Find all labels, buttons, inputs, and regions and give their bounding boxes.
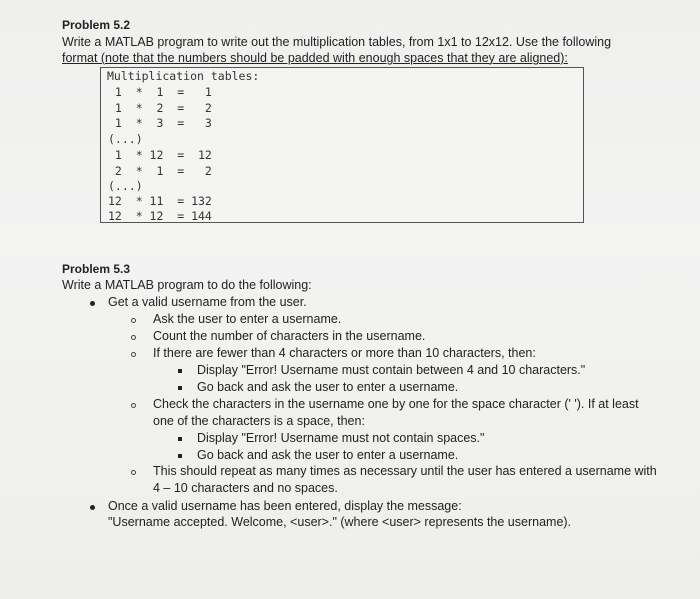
code-line: 1 * 12 = 12	[108, 148, 212, 162]
bullet-dot-icon	[90, 301, 95, 306]
sub-sub-bullet-length-error: Display "Error! Username must contain between 4 and 10 characters."	[197, 363, 586, 377]
code-line: 1 * 3 = 3	[108, 116, 212, 130]
problem-5-3-title: Problem 5.3	[62, 262, 131, 276]
sub-bullet-ask: Ask the user to enter a username.	[153, 312, 342, 326]
problem-5-2-title: Problem 5.2	[62, 18, 131, 32]
bullet-circle-icon	[131, 470, 136, 475]
bullet-circle-icon	[131, 352, 136, 357]
problem-5-3-intro: Write a MATLAB program to do the following:	[62, 278, 312, 292]
code-line-header: Multiplication tables:	[107, 69, 260, 83]
bullet-circle-icon	[131, 403, 136, 408]
bullet-square-icon	[178, 454, 182, 458]
bullet-valid-message-1: Once a valid username has been entered, display the message:	[108, 499, 462, 513]
code-line: (...)	[108, 132, 143, 146]
sub-sub-bullet-go-back-2: Go back and ask the user to enter a username.	[197, 448, 459, 462]
sub-sub-bullet-go-back: Go back and ask the user to enter a username.	[197, 380, 459, 394]
code-line: 12 * 11 = 132	[108, 194, 212, 208]
code-line: 1 * 1 = 1	[108, 85, 212, 99]
bullet-circle-icon	[131, 318, 136, 323]
problem-5-2-line2: format (note that the numbers should be padded with enough spaces that they are aligned):	[62, 51, 568, 65]
code-line: 1 * 2 = 2	[108, 101, 212, 115]
sub-bullet-space-check-2: one of the characters is a space, then:	[153, 414, 365, 428]
sub-bullet-length-check: If there are fewer than 4 characters or more than 10 characters, then:	[153, 346, 536, 360]
code-line: 12 * 12 = 144	[108, 209, 212, 223]
bullet-dot-icon	[90, 505, 95, 510]
code-line: 2 * 1 = 2	[108, 164, 212, 178]
problem-5-2-line1: Write a MATLAB program to write out the multiplication tables, from 1x1 to 12x12. Use the following	[62, 35, 612, 49]
sub-bullet-repeat-1: This should repeat as many times as necessary until the user has entered a username with	[153, 464, 657, 478]
bullet-square-icon	[178, 369, 182, 373]
bullet-square-icon	[178, 437, 182, 441]
output-example-box	[100, 67, 584, 223]
bullet-get-username: Get a valid username from the user.	[108, 295, 307, 309]
bullet-circle-icon	[131, 335, 136, 340]
sub-sub-bullet-space-error: Display "Error! Username must not contain spaces."	[197, 431, 485, 445]
bullet-square-icon	[178, 386, 182, 390]
code-line: (...)	[108, 179, 143, 193]
bullet-valid-message-2: "Username accepted. Welcome, <user>." (where <user> represents the username).	[108, 515, 572, 529]
sub-bullet-count: Count the number of characters in the username.	[153, 329, 426, 343]
sub-bullet-space-check-1: Check the characters in the username one by one for the space character (' '). If at least	[153, 397, 639, 411]
sub-bullet-repeat-2: 4 – 10 characters and no spaces.	[153, 481, 338, 495]
